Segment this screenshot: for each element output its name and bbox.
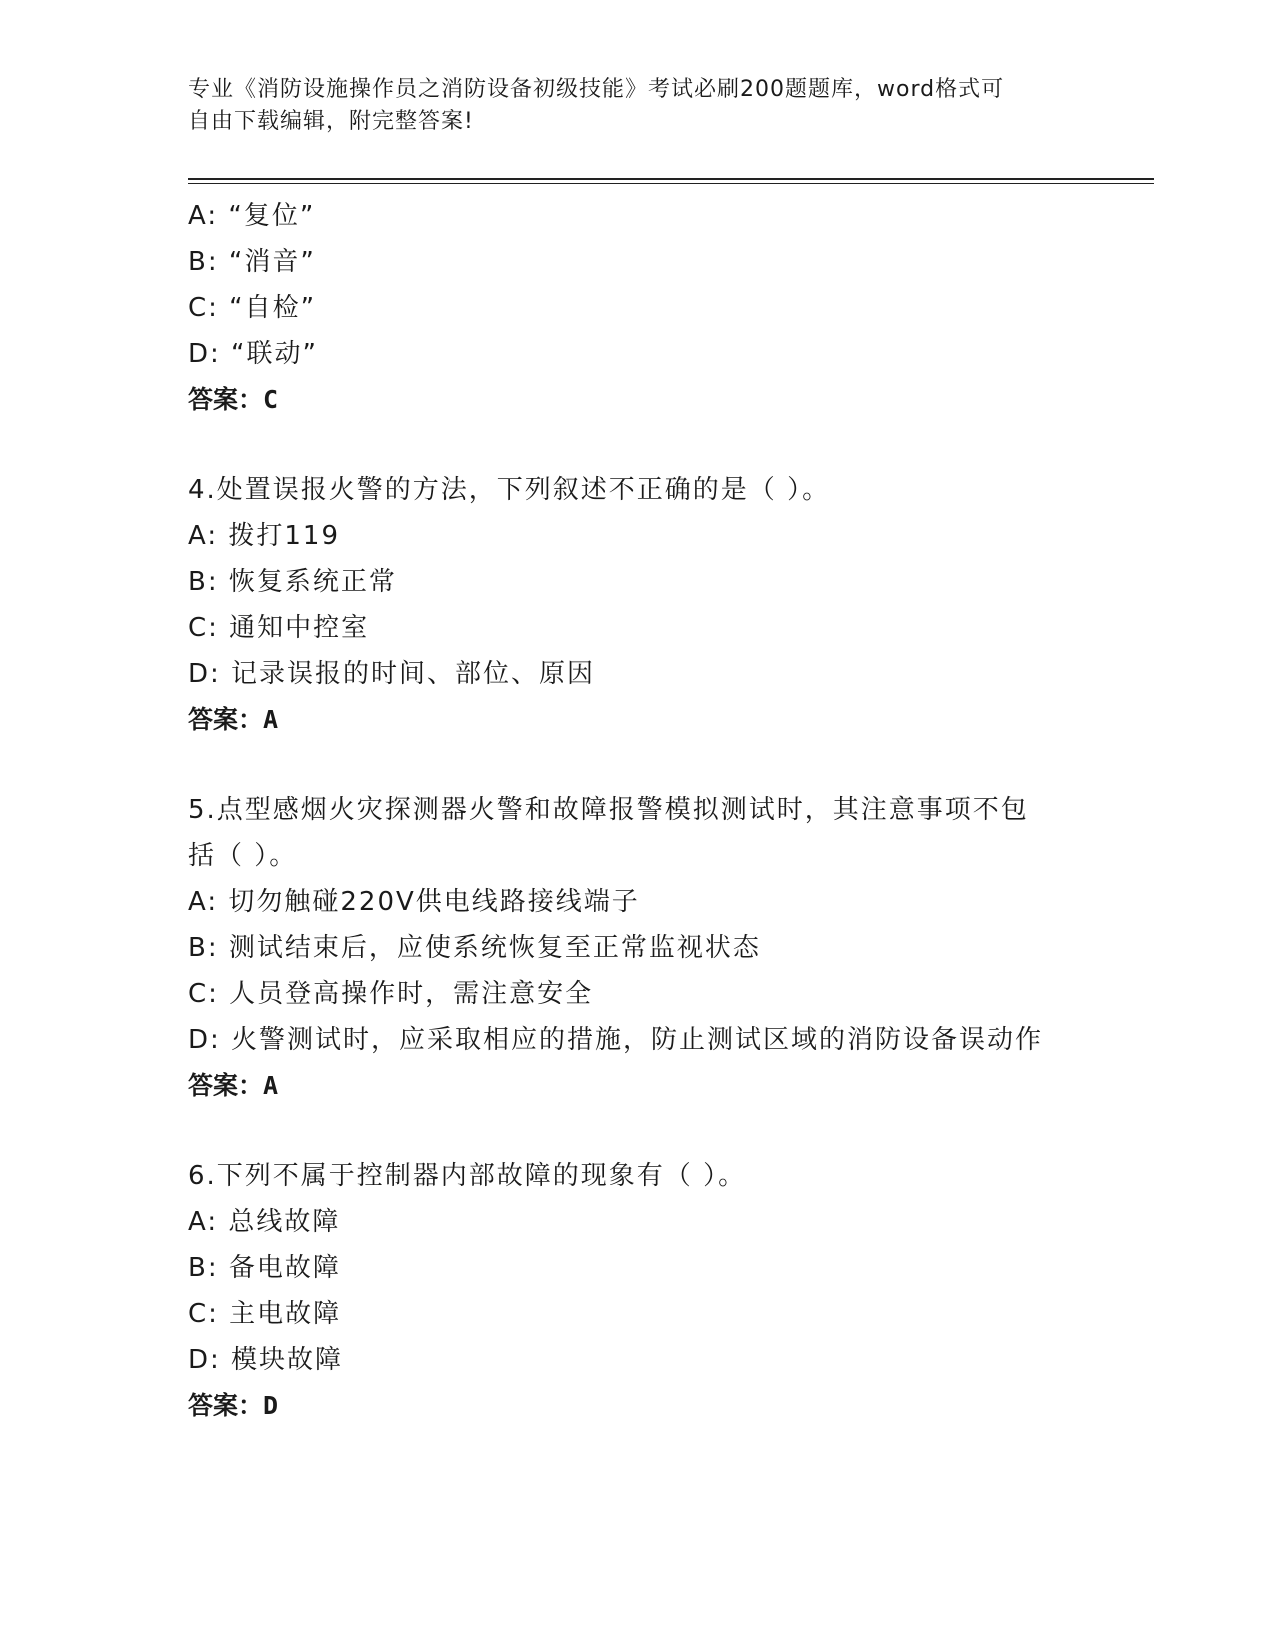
option-b: B: 恢复系统正常: [188, 567, 397, 597]
document-header: [188, 74, 1068, 138]
option-c: C: “自检”: [188, 293, 317, 323]
option-a: A: 总线故障: [188, 1207, 341, 1237]
spacer: [188, 1109, 1088, 1153]
question-5-block: [188, 787, 1088, 1109]
header-line-2: 自由下载编辑，附完整答案!: [188, 109, 474, 134]
option-c: C: 通知中控室: [188, 613, 370, 643]
question-4-block: [188, 467, 1088, 743]
answer-label: 答案：D: [188, 1391, 279, 1420]
option-b: B: 备电故障: [188, 1253, 341, 1283]
option-a: A: 切勿触碰220V供电线路接线端子: [188, 887, 640, 917]
question-list: [188, 193, 1088, 1429]
question-text: 6.下列不属于控制器内部故障的现象有（ ）。: [188, 1161, 747, 1191]
question-text-line-1: 5.点型感烟火灾探测器火警和故障报警模拟测试时，其注意事项不包: [188, 795, 1029, 825]
option-d: D: “联动”: [188, 339, 318, 369]
question-text-line-2: 括（ ）。: [188, 841, 298, 871]
header-line-1: 专业《消防设施操作员之消防设备初级技能》考试必刷200题题库，word格式可: [188, 77, 1005, 102]
option-c: C: 人员登高操作时，需注意安全: [188, 979, 594, 1009]
answer-label: 答案：A: [188, 705, 279, 734]
option-c: C: 主电故障: [188, 1299, 342, 1329]
option-d: D: 模块故障: [188, 1345, 344, 1375]
spacer: [188, 423, 1088, 467]
option-a: A: “复位”: [188, 201, 316, 231]
question-3-block: [188, 193, 1088, 423]
option-b: B: “消音”: [188, 247, 316, 277]
option-d: D: 记录误报的时间、部位、原因: [188, 659, 596, 689]
question-6-block: [188, 1153, 1088, 1429]
header-rule-thick: [188, 178, 1154, 180]
answer-label: 答案：A: [188, 1071, 279, 1100]
option-d: D: 火警测试时，应采取相应的措施，防止测试区域的消防设备误动作: [188, 1025, 1044, 1055]
option-a: A: 拨打119: [188, 521, 340, 551]
option-b: B: 测试结束后，应使系统恢复至正常监视状态: [188, 933, 761, 963]
header-rule-thin: [188, 183, 1154, 184]
spacer: [188, 743, 1088, 787]
question-text: 4.处置误报火警的方法，下列叙述不正确的是（ ）。: [188, 475, 831, 505]
answer-label: 答案：C: [188, 385, 279, 414]
